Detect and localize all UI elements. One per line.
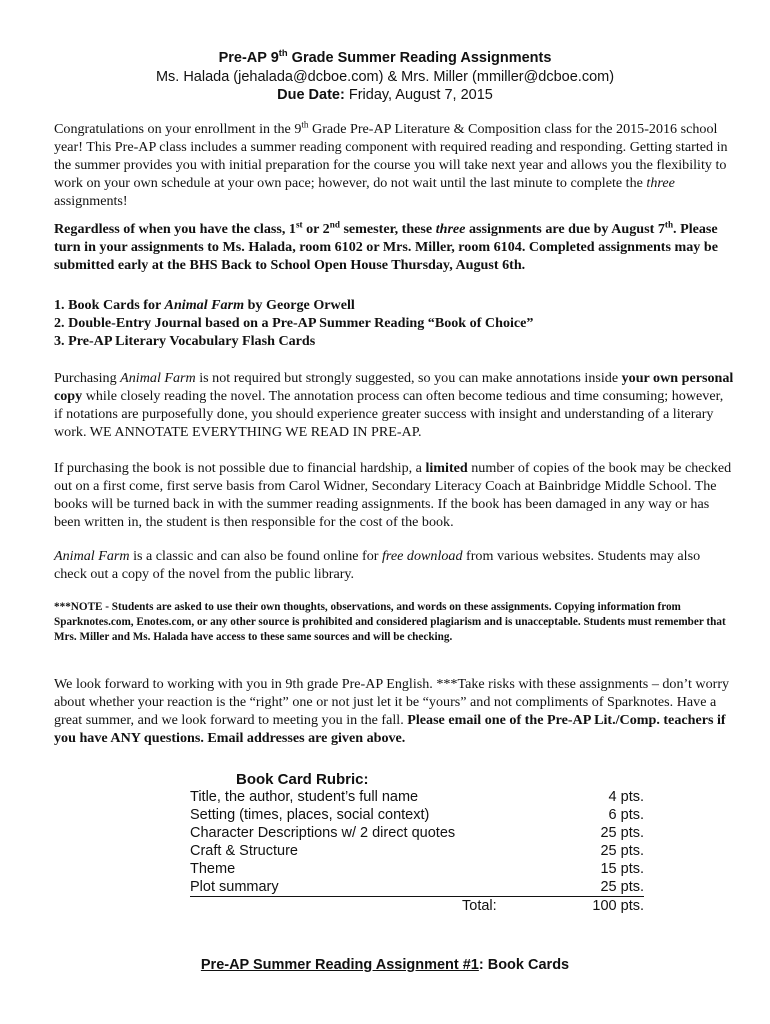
due-paragraph: Regardless of when you have the class, 1st or 2nd semester, these three assignments are due by August 7th. Please turn in your assignments to Ms. Halada, room 6102 or Mrs. Miller, room 6104. Completed assignments may be submitted early at the BHS Back to School Open House Thursday, August 6th.: [54, 219, 718, 273]
due-date: Due Date: Friday, August 7, 2015: [277, 87, 493, 103]
online-paragraph: Animal Farm is a classic and can also be found online for free download from various websites. Students may also check out a copy of the novel from the public library.: [54, 548, 701, 582]
rubric-total: Total: 100 pts.: [462, 898, 644, 914]
rubric-row: Theme 15 pts.: [190, 861, 644, 877]
list-item: 3. Pre-AP Literary Vocabulary Flash Cards: [54, 333, 316, 349]
hardship-paragraph: If purchasing the book is not possible due to financial hardship, a limited number of copies of the book may be checked out on a first come, first serve basis from Carol Widner, Secondary Literacy Coach at Bainbridge Middle School. The books will be turned back in with the summer reading assignments. If the book has been damaged in any way or has been written in, the student is then responsible for the cost of the book.: [54, 460, 732, 530]
rubric-title: Book Card Rubric:: [236, 771, 369, 788]
closing-paragraph: We look forward to working with you in 9th grade Pre-AP English. ***Take risks with these assignments – don’t worry about whether your reaction is the “right” one or not just let it be “yours” and not compliments of Sparknotes. Have a great summer, and we look forward to meeting you in the fall. Please email one of the Pre-AP Lit./Comp. teachers if you have ANY questions. Email addresses are given above.: [54, 676, 730, 746]
plagiarism-note: ***NOTE - Students are asked to use their own thoughts, observations, and words on these assignments. Copying information from Sparknotes.com, Enotes.com, or any other source is prohibited and considered plagiarism and is unacceptable. Students must remember that Mrs. Miller and Ms. Halada have access to these same sources and will be checking.: [54, 601, 726, 643]
rubric-row: Craft & Structure 25 pts.: [190, 843, 644, 859]
rubric-row: Character Descriptions w/ 2 direct quotes 25 pts.: [190, 825, 644, 841]
list-item: 2. Double-Entry Journal based on a Pre-AP Summer Reading “Book of Choice”: [54, 315, 534, 331]
document-title: Pre-AP 9th Grade Summer Reading Assignments: [218, 47, 552, 66]
rubric-row: Plot summary 25 pts.: [190, 879, 644, 895]
rubric-row: Setting (times, places, social context) 6 pts.: [190, 807, 644, 823]
rubric-table: [190, 788, 644, 915]
intro-paragraph: Congratulations on your enrollment in the 9th Grade Pre-AP Literature & Composition class for the 2015-2016 school year! This Pre-AP class includes a summer reading component with required reading and responding. Getting started in the summer provides you with initial preparation for the course you will take next year and allows you the flexibility to work on your own schedule at your own pace; however, do not wait until the last minute to complete the three assignments!: [54, 119, 728, 209]
rubric-row: Title, the author, student’s full name 4 pts.: [190, 789, 644, 805]
assignment-1-heading: Pre-AP Summer Reading Assignment #1: Book Cards: [200, 957, 570, 973]
list-item: 1. Book Cards for Animal Farm by George Orwell: [54, 297, 355, 313]
purchase-paragraph: Purchasing Animal Farm is not required but strongly suggested, so you can make annotations inside your own personal copy while closely reading the novel. The annotation process can often become tedious and time consuming; however, if notations are purposefully done, you should experience greater success with insight and understanding of a literary work. WE ANNOTATE EVERYTHING WE READ IN PRE-AP.: [54, 370, 734, 440]
assignment-list: [54, 296, 734, 350]
teacher-contacts: Ms. Halada (jehalada@dcboe.com) & Mrs. Miller (mmiller@dcboe.com): [155, 69, 615, 85]
